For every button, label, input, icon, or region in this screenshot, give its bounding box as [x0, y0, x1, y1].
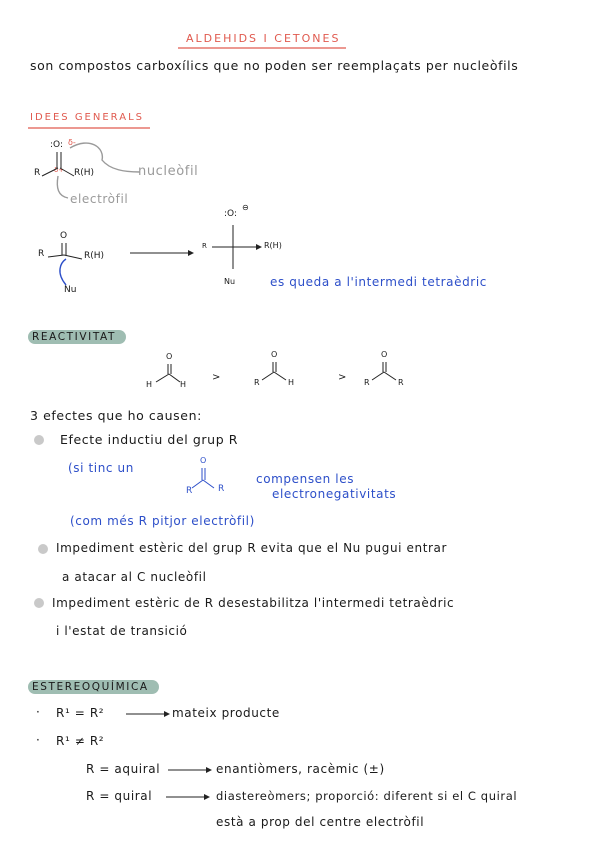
attack-nu: Nu [64, 285, 77, 295]
section-heading-estereo: ESTEREOQUÍMICA [28, 680, 159, 694]
electrofil-label: electròfil [70, 192, 129, 206]
rh-group-label: R(H) [74, 168, 95, 178]
arrow-3 [166, 793, 210, 801]
delta-positive-label: δ+ [54, 166, 65, 174]
bullet-2-line-2: a atacar al C nucleòfil [62, 570, 207, 584]
mol2-h: H [288, 378, 295, 387]
bullet-1-note-compensen: compensen les [256, 472, 355, 486]
mateix-producte: mateix producte [172, 706, 280, 720]
gt-2: > [338, 372, 347, 383]
inline-ketone-o: O [200, 456, 207, 465]
attack-diagram [30, 203, 570, 305]
mol3-o: O [381, 350, 388, 359]
page-title: ALDEHIDS I CETONES [186, 32, 341, 45]
reactivity-order [140, 352, 420, 392]
nucleofil-label: nucleòfil [138, 164, 199, 179]
tetra-charge: ⊖ [242, 203, 249, 212]
inline-ketone-r-left: R [186, 486, 193, 496]
bullet-2-line-1: Impediment estèric del grup R evita que el Nu pugui entrar [56, 541, 448, 555]
intermediate-note: es queda a l'intermedi tetraèdric [270, 275, 487, 289]
estereo-r1-eq-r2: R¹ = R² [56, 706, 105, 720]
inline-ketone-r-right: R [218, 484, 225, 494]
mol3-r-right: R [398, 378, 404, 387]
enantiomers-text: enantiòmers, racèmic (±) [216, 762, 385, 776]
carbonyl-diagram [30, 138, 210, 218]
estereo-bullet-1-mark: · [36, 705, 41, 719]
diastereomers-text: diastereòmers; proporció: diferent si el C quiral [216, 789, 518, 803]
mol2-r: R [254, 378, 260, 387]
mol2-o: O [271, 350, 278, 359]
section-heading-reactivitat: REACTIVITAT [28, 330, 126, 344]
delta-negative-label: δ- [68, 138, 76, 147]
attack-rh: R(H) [84, 251, 105, 261]
r-quiral: R = quiral [86, 789, 153, 803]
oxygen-label: :O: [50, 140, 63, 150]
attack-oxygen: O [60, 231, 68, 241]
inline-ketone [182, 458, 242, 498]
mol1-h-left: H [146, 380, 153, 389]
attack-bonds [30, 225, 570, 305]
bullet-1-note-start: (si tinc un [68, 461, 134, 475]
arrow-1 [126, 710, 170, 718]
bullet-1-dot [34, 435, 44, 445]
bullet-3-line-2: i l'estat de transició [56, 624, 188, 638]
r-group-label: R [34, 168, 41, 178]
mol1-o: O [166, 352, 173, 361]
tetra-nu: Nu [224, 277, 236, 286]
mol3-r-left: R [364, 378, 370, 387]
mol1-h-right: H [180, 380, 187, 389]
bullet-1-text: Efecte inductiu del grup R [60, 432, 239, 447]
bullet-3-dot [34, 598, 44, 608]
bullet-3-line-1: Impediment estèric de R desestabilitza l'intermedi tetraèdric [52, 596, 455, 610]
r-aquiral: R = aquiral [86, 762, 161, 776]
bullet-2-dot [38, 544, 48, 554]
intro-text: son compostos carboxílics que no poden ser reemplaçats per nucleòfils [30, 58, 519, 73]
bullet-1-note-electroneg: electronegativitats [272, 487, 397, 501]
estereo-r1-neq-r2: R¹ ≠ R² [56, 734, 105, 748]
bullet-1-note-pitjor: (com més R pitjor electròfil) [70, 514, 255, 528]
section-heading-idees: IDEES GENERALS [30, 112, 144, 123]
tetra-oxygen: :O: [224, 209, 237, 219]
estereo-bullet-2-mark: · [36, 733, 41, 747]
attack-r: R [38, 249, 45, 259]
title-underline [178, 45, 348, 51]
tetra-rh: R(H) [264, 241, 282, 250]
gt-1: > [212, 372, 221, 383]
efectes-intro: 3 efectes que ho causen: [30, 408, 202, 423]
arrow-2 [168, 766, 212, 774]
idees-underline [28, 125, 153, 131]
tetra-r: R [202, 242, 207, 250]
diastereomers-text-cont: està a prop del centre electròfil [216, 815, 425, 829]
